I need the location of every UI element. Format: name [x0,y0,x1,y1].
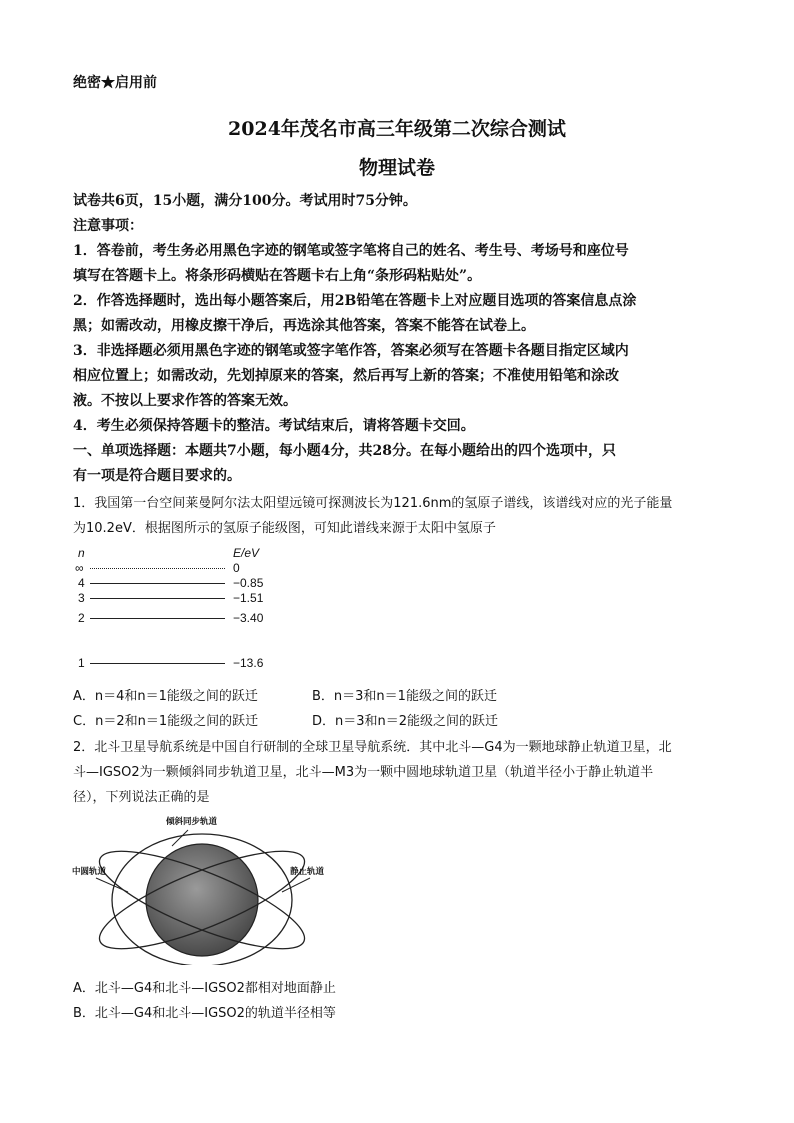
option-text: n＝4和n＝1能级之间的跃迁 [94,689,258,704]
n-axis-label: n [78,546,85,560]
q2-option-a[interactable] [73,977,336,996]
q1-option-c[interactable] [73,710,258,729]
option-letter: C． [73,714,96,729]
notice-line: 相应位置上；如需改动，先划掉原来的答案，然后再写上新的答案；不准使用铅笔和涂改 [73,368,619,384]
level-line-infinity [90,568,225,569]
medium-orbit-label: 中圆轨道 [72,866,107,876]
energy-axis-label: E/eV [233,546,260,560]
level-n-label: 2 [78,611,85,625]
option-letter: B． [312,689,334,704]
earth-globe [146,844,258,956]
notice-line: 填写在答题卡上。将条形码横贴在答题卡右上角“条形码粘贴处”。 [73,268,482,284]
notice-heading: 注意事项： [73,218,143,234]
option-letter: A． [73,689,95,704]
level-line-3 [90,598,225,599]
option-text: 北斗—G4和北斗—IGSO2的轨道半径相等 [94,1006,336,1021]
notice-line: 液。不按以上要求作答的答案无效。 [73,393,297,409]
level-n-label: 4 [78,576,85,590]
q2-stem-line: 径），下列说法正确的是 [73,790,210,805]
option-letter: B． [73,1006,95,1021]
confidential-header: 绝密★启用前 [73,75,157,91]
level-energy-label: −13.6 [233,656,264,670]
level-energy-label: −3.40 [233,611,264,625]
level-energy-label: −1.51 [233,591,264,605]
level-energy-label: −0.85 [233,576,264,590]
satellite-orbit-figure [70,810,340,965]
notice-line: 2．作答选择题时，选出每小题答案后，用2B铅笔在答题卡上对应题目选项的答案信息点涂 [73,293,637,309]
level-n-label: 1 [78,656,85,670]
section-heading: 有一项是符合题目要求的。 [73,468,241,484]
q1-option-d[interactable] [312,710,498,729]
section-heading: 一、单项选择题：本题共7小题，每小题4分，共28分。在每小题给出的四个选项中，只 [73,443,616,459]
q1-stem-line: 为10.2eV．根据图所示的氢原子能级图，可知此谱线来源于太阳中氢原子 [73,521,496,536]
level-n-label: ∞ [75,561,84,575]
option-letter: A． [73,981,95,996]
notice-line: 黑；如需改动，用橡皮擦干净后，再选涂其他答案，答案不能答在试卷上。 [73,318,535,334]
level-energy-label: 0 [233,561,240,575]
q2-stem-line: 2．北斗卫星导航系统是中国自行研制的全球卫星导航系统．其中北斗—G4为一颗地球静止轨道卫星，北 [73,740,672,755]
exam-subtitle: 物理试卷 [358,157,435,179]
option-letter: D． [312,714,336,729]
q1-stem-line: 1．我国第一台空间莱曼阿尔法太阳望远镜可探测波长为121.6nm的氢原子谱线，该谱线对应的光子能量 [73,496,673,511]
exam-title: 2024年茂名市高三年级第二次综合测试 [228,118,566,140]
q2-stem-line: 斗—IGSO2为一颗倾斜同步轨道卫星，北斗—M3为一颗中圆地球轨道卫星（轨道半径小于静止轨道半 [73,765,654,780]
q2-option-b[interactable] [73,1002,336,1021]
option-text: 北斗—G4和北斗—IGSO2都相对地面静止 [94,981,336,996]
notice-line: 4．考生必须保持答题卡的整洁。考试结束后，请将答题卡交回。 [73,418,475,434]
level-line-1 [90,663,225,664]
option-text: n＝3和n＝1能级之间的跃迁 [333,689,497,704]
level-line-2 [90,618,225,619]
option-text: n＝2和n＝1能级之间的跃迁 [95,714,259,729]
inclined-orbit-label: 倾斜同步轨道 [166,816,218,826]
geo-orbit-label: 静止轨道 [290,866,325,876]
label-leader-line [172,830,188,846]
level-line-4 [90,583,225,584]
option-text: n＝3和n＝2能级之间的跃迁 [335,714,499,729]
level-n-label: 3 [78,591,85,605]
q1-option-b[interactable] [312,685,497,704]
notice-line: 1．答卷前，考生务必用黑色字迹的钢笔或签字笔将自己的姓名、考生号、考场号和座位号 [73,243,629,259]
notice-line: 3．非选择题必须用黑色字迹的钢笔或签字笔作答，答案必须写在答题卡各题目指定区域内 [73,343,629,359]
exam-intro: 试卷共6页，15小题，满分100分。考试用时75分钟。 [73,193,417,209]
q1-option-a[interactable] [73,685,258,704]
